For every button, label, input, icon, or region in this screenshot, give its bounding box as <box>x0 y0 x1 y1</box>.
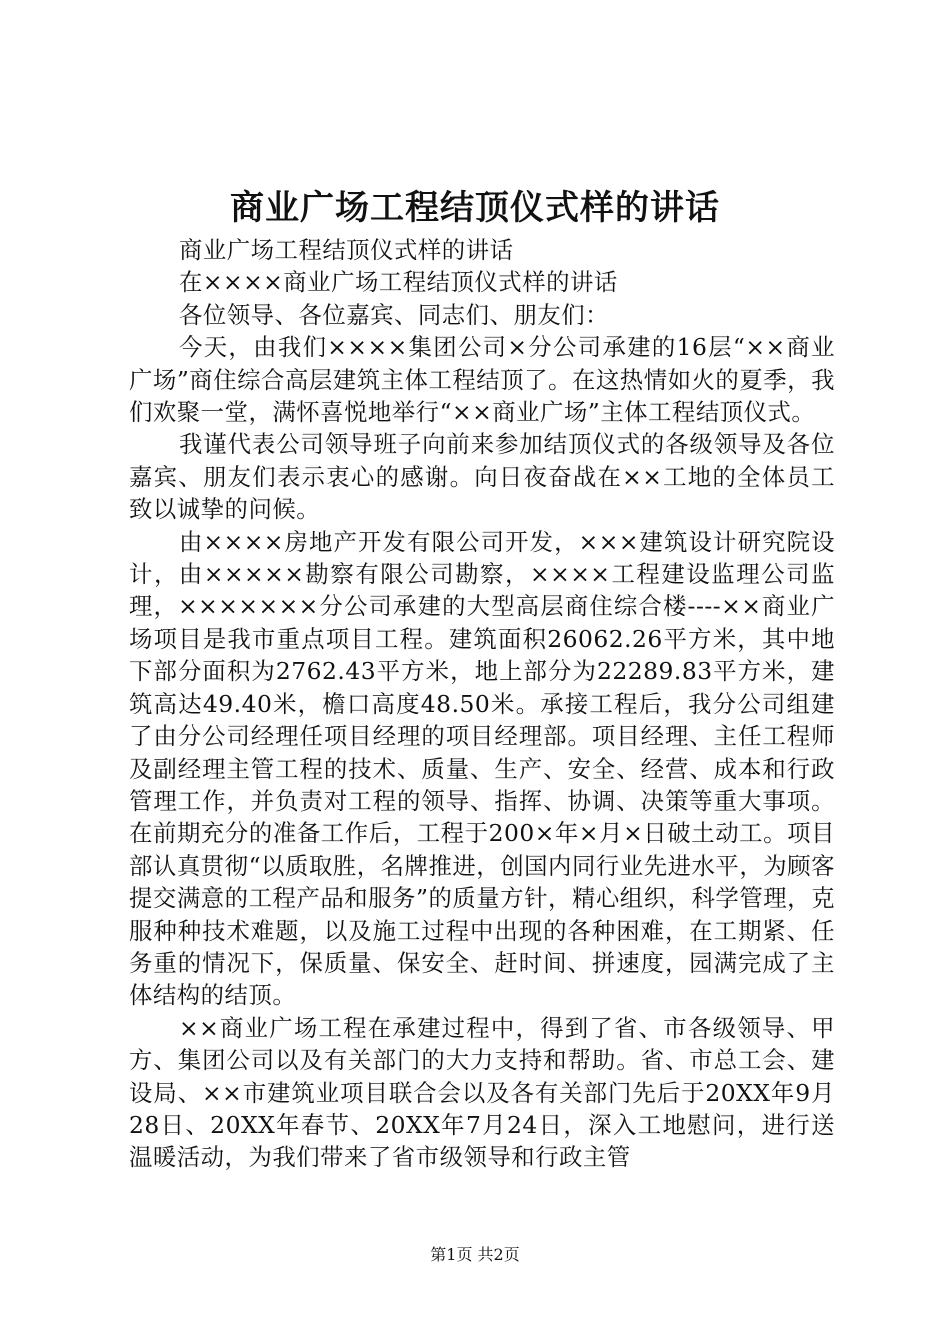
paragraph-thanks: 我谨代表公司领导班子向前来参加结顶仪式的各级领导及各位嘉宾、朋友们表示衷心的感谢。向日夜奋战在××工地的全体员工致以诚挚的问候。 <box>129 430 835 524</box>
page-footer: 第1页 共2页 <box>430 1245 520 1264</box>
paragraph-speech-title: 在××××商业广场工程结顶仪式样的讲话 <box>179 268 618 297</box>
document-title: 商业广场工程结顶仪式样的讲话 <box>230 188 720 228</box>
paragraph-opening: 今天，由我们××××集团公司×分公司承建的16层“××商业广场”商住综合高层建筑主体工程结顶了。在这热情如火的夏季，我们欢聚一堂，满怀喜悦地举行“××商业广场”主体工程结顶仪式。 <box>129 333 835 427</box>
paragraph-project-overview: 由××××房地产开发有限公司开发，×××建筑设计研究院设计，由×××××勘察有限公司勘察，××××工程建设监理公司监理，×××××××分公司承建的大型高层商住综合楼----××商业广场项目是我市重点项目工程。建筑面积26062.26平方米，其中地下部分面积为2762.43平方米，地上部分为22289.83平方米，建筑高达49.40米，檐口高度48.50米。承接工程后，我分公司组建了由分公司经理任项目经理的项目经理部。项目经理、主任工程师及副经理主管工程的技术、质量、生产、安全、经营、成本和行政管理工作，并负责对工程的领导、指挥、协调、决策等重大事项。在前期充分的准备工作后，工程于200×年×月×日破土动工。项目部认真贯彻“以质取胜，名牌推进，创国内同行业先进水平，为顾客提交满意的工程产品和服务”的质量方针，精心组织，科学管理，克服种种技术难题，以及施工过程中出现的各种困难，在工期紧、任务重的情况下，保质量、保安全、赶时间、拼速度，园满完成了主体结构的结顶。 <box>129 527 835 1010</box>
document-body <box>129 234 835 1174</box>
paragraph-subtitle: 商业广场工程结顶仪式样的讲话 <box>179 236 514 264</box>
paragraph-salutation: 各位领导、各位嘉宾、同志们、朋友们： <box>179 300 610 329</box>
paragraph-support: ××商业广场工程在承建过程中，得到了省、市各级领导、甲方、集团公司以及有关部门的大力支持和帮助。省、市总工会、建设局、××市建筑业项目联合会以及各有关部门先后于20XX年9月28日、20XX年春节、20XX年7月24日，深入工地慰问，进行送温暖活动，为我们带来了省市级领导和行政主管 <box>129 1013 835 1172</box>
